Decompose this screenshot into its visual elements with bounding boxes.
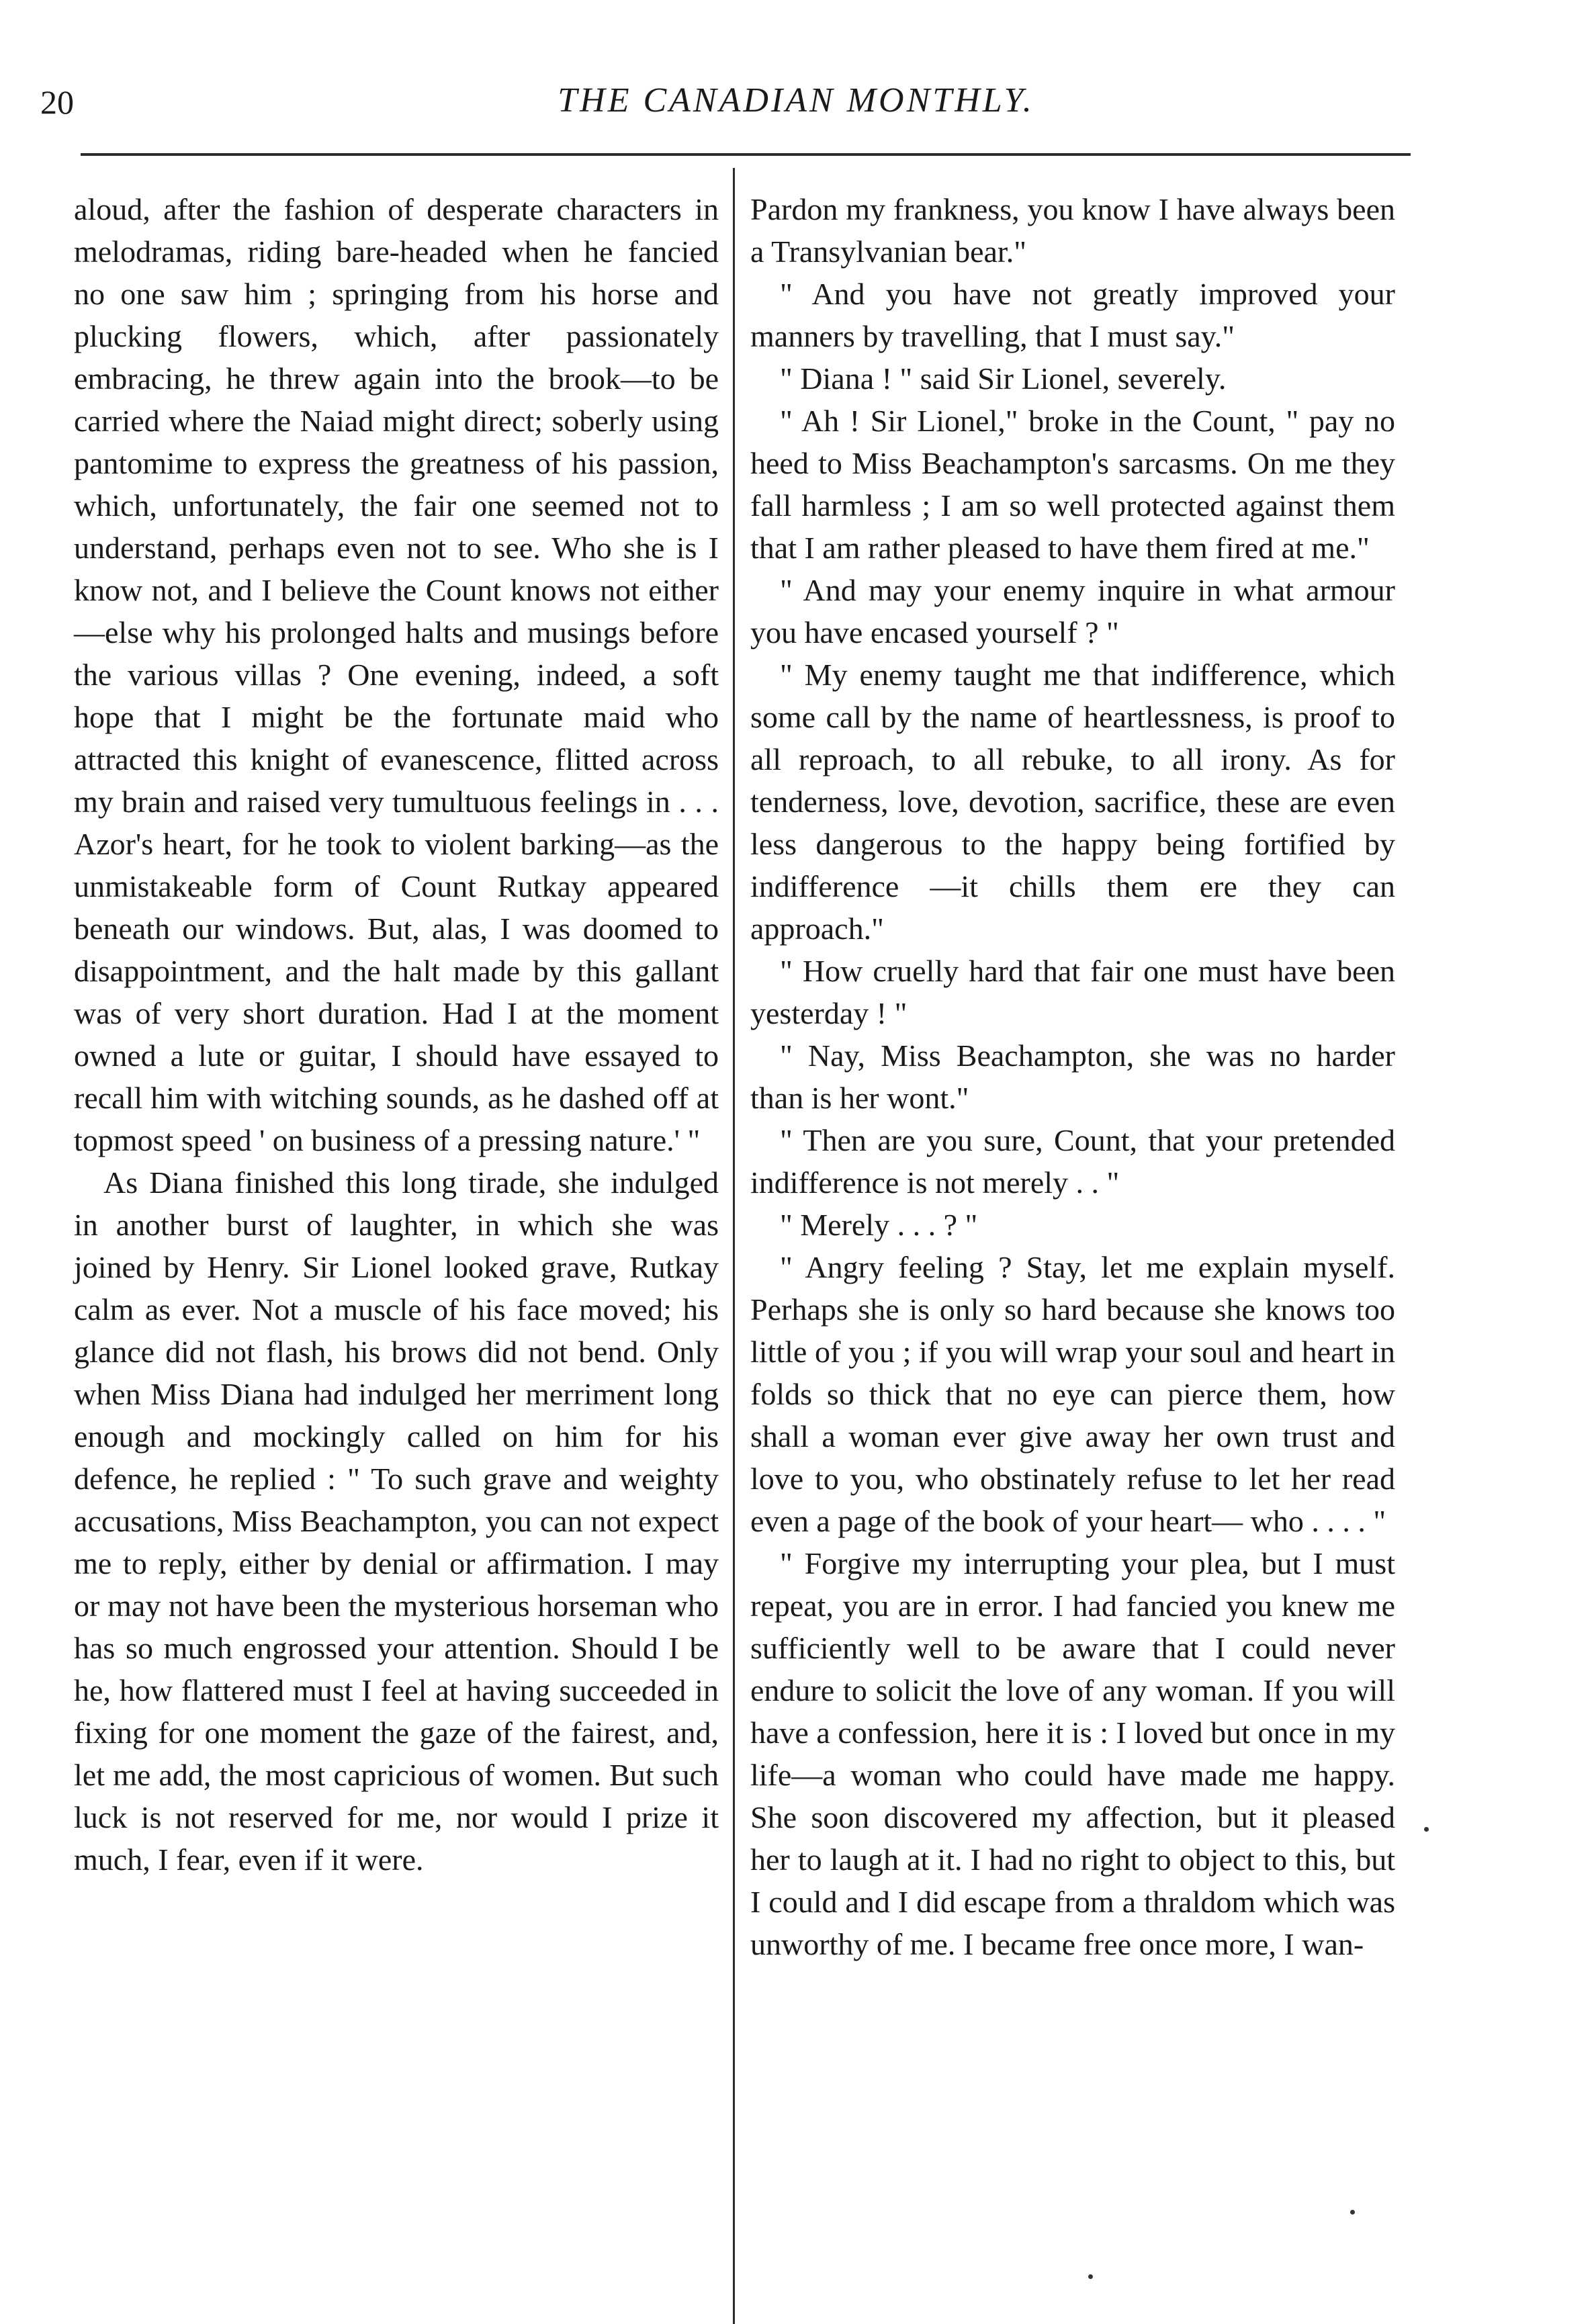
paragraph: " Merely . . . ? " bbox=[780, 1208, 978, 1242]
running-title: THE CANADIAN MONTHLY. bbox=[558, 81, 1034, 120]
paragraph: " Ah ! Sir Lionel," broke in the Count, " pay no heed to Miss Beachampton's sarcasms. On me they fall harmless ; I am so well protected against them that I am rather pleased to have them fired at me." bbox=[750, 404, 1395, 565]
print-speck bbox=[1424, 1827, 1429, 1832]
print-speck bbox=[1350, 2210, 1355, 2215]
paragraph: " And you have not greatly improved your manners by travelling, that I must say." bbox=[750, 277, 1395, 353]
paragraph: " My enemy taught me that indifference, which some call by the name of heartlessness, is proof to all reproach, to all rebuke, to all irony. As for tenderness, love, devotion, sacrifice, these are even less dangerous to the happy being fortified by indifference —it chills them ere they can approach." bbox=[750, 658, 1395, 946]
right-column bbox=[750, 188, 1395, 1965]
print-speck bbox=[1088, 2274, 1093, 2279]
paragraph: " Nay, Miss Beachampton, she was no harder than is her wont." bbox=[750, 1038, 1395, 1115]
paragraph: " Diana ! " said Sir Lionel, severely. bbox=[780, 361, 1227, 396]
paragraph: " Then are you sure, Count, that your pretended indifference is not merely . . " bbox=[750, 1123, 1395, 1200]
paragraph: " How cruelly hard that fair one must have been yesterday ! " bbox=[750, 954, 1395, 1030]
paragraph: " And may your enemy inquire in what armour you have encased yourself ? " bbox=[750, 573, 1395, 650]
column-divider bbox=[733, 168, 735, 2324]
paragraph: " Angry feeling ? Stay, let me explain myself. Perhaps she is only so hard because she knows too little of you ; if you will wrap your soul and heart in folds so thick that no eye can pierce them, how shall a woman ever give away her own trust and love to you, who obstinately refuse to let her read even a page of the book of your heart— who . . . . " bbox=[750, 1250, 1395, 1538]
paragraph: Pardon my frankness, you know I have always been a Transylvanian bear." bbox=[750, 192, 1395, 269]
paragraph: As Diana finished this long tirade, she indulged in another burst of laughter, in which she was joined by Henry. Sir Lionel looked grave, Rutkay calm as ever. Not a muscle of his face moved; his glance did not flash, his brows did not bend. Only when Miss Diana had indulged her merriment long enough and mockingly called on him for his defence, he replied : " To such grave and weighty accusations, Miss Beachampton, you can not expect me to reply, either by denial or affirmation. I may or may not have been the mysterious horseman who has so much engrossed your attention. Should I be he, how flattered must I feel at having succeeded in fixing for one moment the gaze of the fairest, and, let me add, the most capricious of women. But such luck is not reserved for me, nor would I prize it much, I fear, even if it were. bbox=[74, 1165, 719, 1877]
paragraph: " Forgive my interrupting your plea, but I must repeat, you are in error. I had fancied you knew me sufficiently well to be aware that I could never endure to solicit the love of any woman. If you will have a confession, here it is : I loved but once in my life—a woman who could have made me happy. She soon discovered my affection, but it pleased her to laugh at it. I had no right to object to this, but I could and I did escape from a thraldom which was unworthy of me. I became free once more, I wan- bbox=[750, 1546, 1395, 1961]
header-rule bbox=[81, 153, 1411, 156]
page-number: 20 bbox=[40, 83, 74, 121]
left-column bbox=[74, 188, 719, 1881]
paragraph: aloud, after the fashion of desperate characters in melodramas, riding bare-headed when he fancied no one saw him ; springing from his horse and plucking flowers, which, after passionately embracing, he threw again into the brook—to be carried where the Naiad might direct; soberly using pantomime to express the greatness of his passion, which, unfortunately, the fair one seemed not to understand, perhaps even not to see. Who she is I know not, and I believe the Count knows not either—else why his prolonged halts and musings before the various villas ? One evening, indeed, a soft hope that I might be the fortunate maid who attracted this knight of evanescence, flitted across my brain and raised very tumultuous feelings in . . . Azor's heart, for he took to violent barking—as the unmistakeable form of Count Rutkay appeared beneath our windows. But, alas, I was doomed to disappointment, and the halt made by this gallant was of very short duration. Had I at the moment owned a lute or guitar, I should have essayed to recall him with witching sounds, as he dashed off at topmost speed ' on business of a pressing nature.' " bbox=[74, 192, 719, 1157]
